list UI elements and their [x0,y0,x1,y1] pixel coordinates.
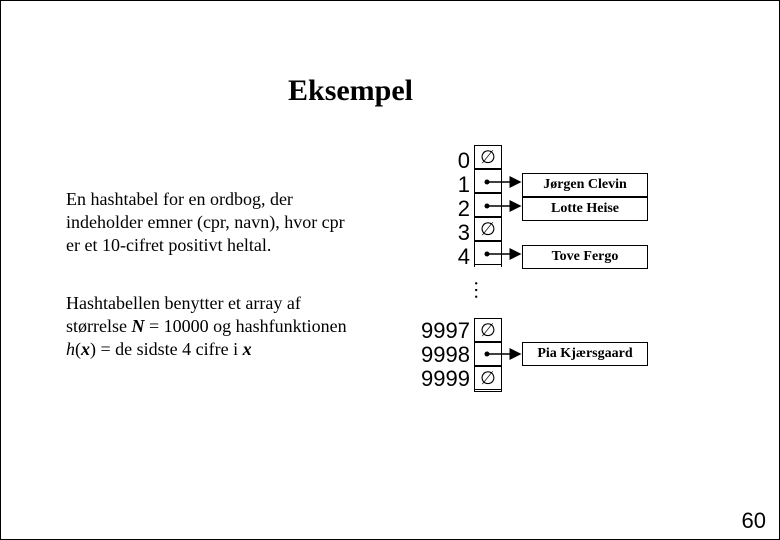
description-line: er et 10-cifret positivt heltal. [66,235,272,255]
index-2: 2 [457,196,470,221]
entry-box: Pia Kjærsgaard [522,342,648,366]
text-fragment: ) = de sidste 4 cifre i [90,339,243,359]
null-symbol: ∅ [480,320,496,340]
description-line: En hashtabel for en ordbog, der [66,189,293,209]
entry-box: Tove Fergo [522,245,648,269]
index-9999: 9999 [421,366,470,391]
index-4: 4 [457,244,470,269]
null-symbol: ∅ [480,147,496,167]
null-symbol: ∅ [480,219,496,239]
index-9997: 9997 [421,318,470,343]
text-fragment: = 10000 og hashfunktionen [144,316,347,336]
index-3: 3 [457,220,470,245]
text-fragment: ( [75,339,81,359]
description-line: indeholder emner (cpr, navn), hvor cpr [66,212,345,232]
hashfunction-line: Hashtabellen benytter et array af [66,293,301,313]
entry-box: Lotte Heise [522,197,648,221]
variable-N: N [131,316,145,336]
null-symbol: ∅ [480,368,496,388]
variable-x: x [81,339,90,359]
slide-title: Eksempel [288,74,414,107]
variable-h: h [66,339,75,359]
index-1: 1 [457,172,470,197]
variable-x: x [242,339,252,359]
ellipsis-glyph: … [470,280,492,300]
index-0: 0 [457,148,470,173]
page-number: 60 [741,508,766,533]
text-fragment: størrelse [66,316,132,336]
entry-box: Jørgen Clevin [522,173,648,197]
index-9998: 9998 [421,342,470,367]
